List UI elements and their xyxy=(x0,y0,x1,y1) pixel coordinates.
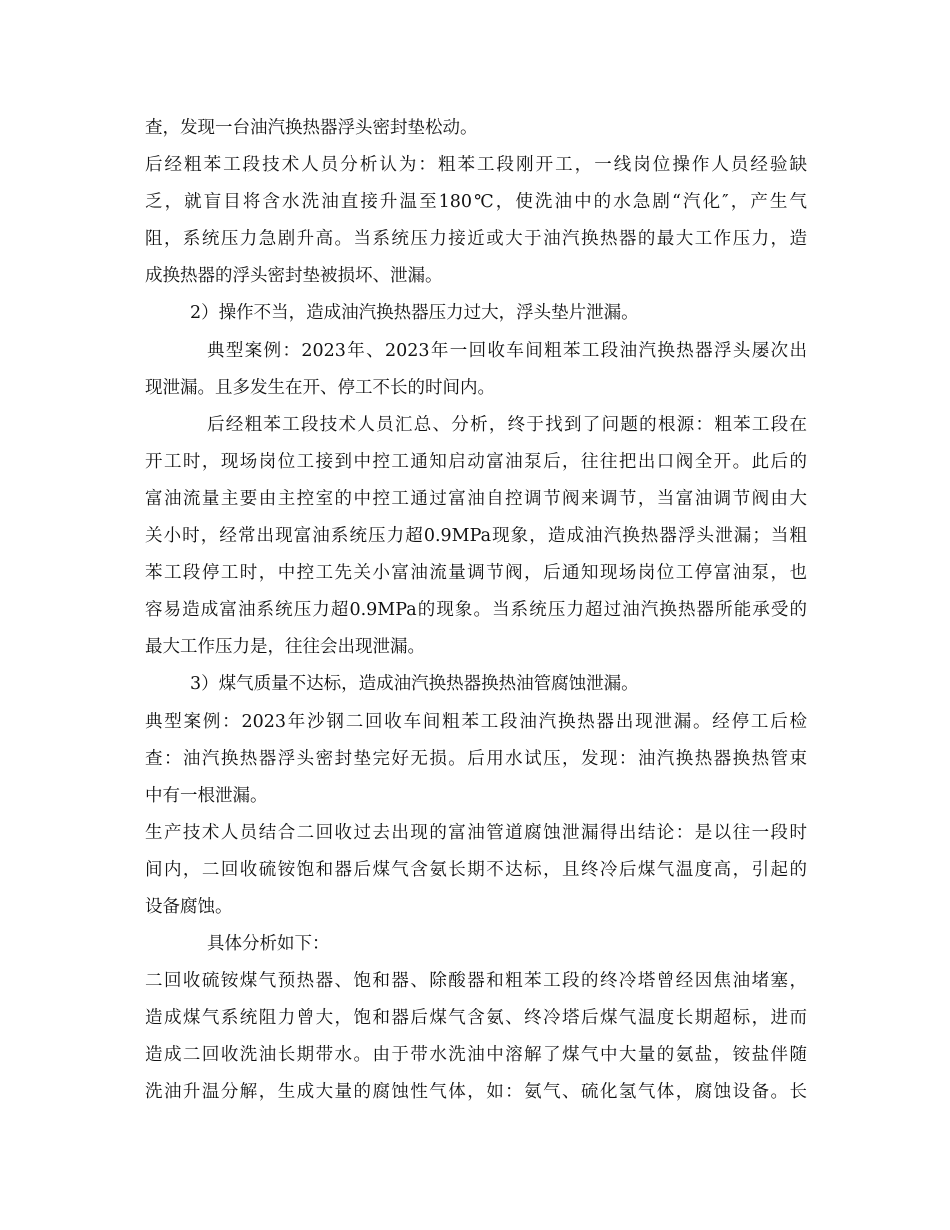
text-line: 后经粗苯工段技术人员分析认为：粗苯工段刚开工，一线岗位操作人员经验缺 xyxy=(145,155,807,176)
text-line: 容易造成富油系统压力超0.9MPa的现象。当系统压力超过油汽换热器所能承受的 xyxy=(145,600,807,621)
text-line: 设备腐蚀。 xyxy=(145,896,233,917)
text-line: 二回收硫铵煤气预热器、饱和器、除酸器和粗苯工段的终冷塔曾经因焦油堵塞， xyxy=(145,971,807,992)
text-line: 后经粗苯工段技术人员汇总、分析，终于找到了问题的根源：粗苯工段在 xyxy=(207,414,807,435)
document-page xyxy=(145,110,807,1112)
text-line: 乏，就盲目将含水洗油直接升温至180℃，使洗油中的水急剧“汽化″，产生气 xyxy=(145,192,807,213)
text-line: 3）煤气质量不达标，造成油汽换热器换热油管腐蚀泄漏。 xyxy=(190,674,639,695)
text-line: 富油流量主要由主控室的中控工通过富油自控调节阀来调节，当富油调节阀由大 xyxy=(145,488,807,509)
text-line: 关小时，经常出现富油系统压力超0.9MPa现象，造成油汽换热器浮头泄漏；当粗 xyxy=(145,526,807,547)
text-line: 最大工作压力是，往往会出现泄漏。 xyxy=(145,637,425,658)
text-line: 生产技术人员结合二回收过去出现的富油管道腐蚀泄漏得出结论：是以往一段时 xyxy=(145,822,807,843)
text-line: 洗油升温分解，生成大量的腐蚀性气体，如：氨气、硫化氢气体，腐蚀设备。长 xyxy=(145,1082,807,1103)
text-line: 2）操作不当，造成油汽换热器压力过大，浮头垫片泄漏。 xyxy=(190,303,639,324)
text-line: 开工时，现场岗位工接到中控工通知启动富油泵后，往往把出口阀全开。此后的 xyxy=(145,451,807,472)
text-line: 阻，系统压力急剧升高。当系统压力接近或大于油汽换热器的最大工作压力，造 xyxy=(145,229,807,250)
text-line: 典型案例：2023年沙钢二回收车间粗苯工段油汽换热器出现泄漏。经停工后检 xyxy=(145,711,807,732)
text-line: 造成二回收洗油长期带水。由于带水洗油中溶解了煤气中大量的氨盐，铵盐伴随 xyxy=(145,1045,807,1066)
text-line: 造成煤气系统阻力曾大，饱和器后煤气含氨、终冷塔后煤气温度长期超标，进而 xyxy=(145,1008,807,1029)
text-line: 具体分析如下： xyxy=(207,934,330,955)
text-line: 典型案例：2023年、2023年一回收车间粗苯工段油汽换热器浮头屡次出 xyxy=(207,340,807,361)
text-line: 查，发现一台油汽换热器浮头密封垫松动。 xyxy=(145,118,478,138)
text-line: 现泄漏。且多发生在开、停工不长的时间内。 xyxy=(145,377,495,398)
text-line: 间内，二回收硫铵饱和器后煤气含氨长期不达标，且终冷后煤气温度高，引起的 xyxy=(145,859,807,880)
text-line: 成换热器的浮头密封垫被损坏、泄漏。 xyxy=(145,266,443,287)
text-line: 查：油汽换热器浮头密封垫完好无损。后用水试压，发现：油汽换热器换热管束 xyxy=(145,748,807,769)
text-line: 苯工段停工时，中控工先关小富油流量调节阀，后通知现场岗位工停富油泵，也 xyxy=(145,563,807,584)
text-line: 中有一根泄漏。 xyxy=(145,785,268,806)
